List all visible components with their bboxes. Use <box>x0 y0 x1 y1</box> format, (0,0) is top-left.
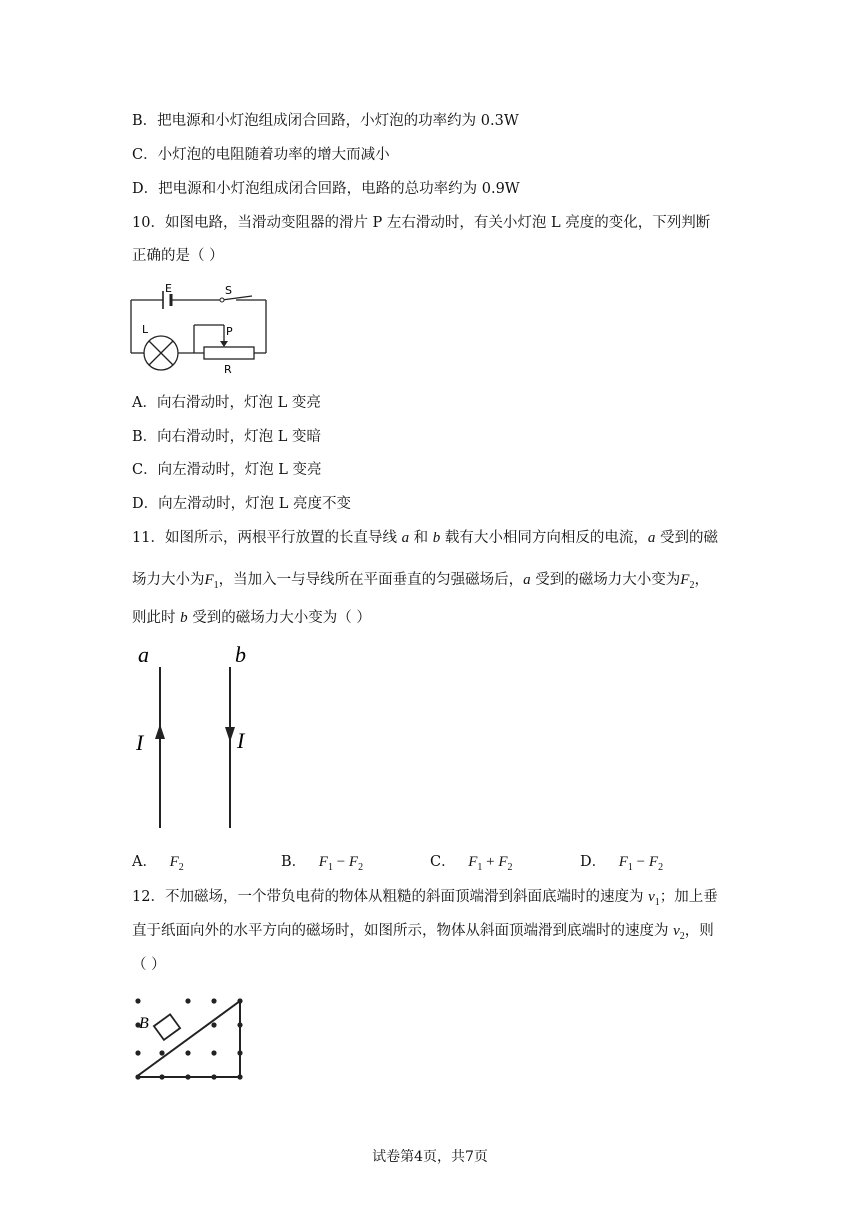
q9-option-d: D．把电源和小灯泡组成闭合回路，电路的总功率约为 0.9W <box>132 181 520 197</box>
q11-option-b: B． $F_1 - F_2$ <box>281 854 364 873</box>
q10-stem-line1: 10．如图电路，当滑动变阻器的滑片 P 左右滑动时，有关小灯泡 L 亮度的变化，下列判断 <box>132 215 711 231</box>
switch-label: S <box>225 284 232 297</box>
q11-parallel-wires-figure <box>130 642 270 832</box>
q11-stem-line2: 场力大小为$F_1$，当加入一与导线所在平面垂直的匀强磁场后，a 受到的磁场力大小变为$F_2$， <box>132 572 709 591</box>
wire-a-label: a <box>138 642 149 667</box>
current-b-label: I <box>237 728 245 753</box>
field-dot <box>211 998 216 1003</box>
field-dot <box>135 998 140 1003</box>
q11-option-a: A． $F_2$ <box>132 854 184 873</box>
q10-option-d: D．向左滑动时，灯泡 L 亮度不变 <box>132 496 351 512</box>
field-dot <box>159 1050 164 1055</box>
current-a-label: I <box>136 730 144 755</box>
q12-stem-line2: 直于纸面向外的水平方向的磁场时，如图所示，物体从斜面顶端滑到底端时的速度为 $v_2$，则 <box>132 923 714 942</box>
current-arrow-up <box>155 724 165 739</box>
q12-stem-line3: （ ） <box>132 957 166 973</box>
field-dot <box>185 998 190 1003</box>
field-dot <box>211 1050 216 1055</box>
lamp-label: L <box>142 323 149 336</box>
q12-stem-line1: 12．不加磁场，一个带负电荷的物体从粗糙的斜面顶端滑到斜面底端时的速度为 $v_1$；加上垂 <box>132 889 718 908</box>
q10-circuit-diagram <box>128 283 278 378</box>
q11-option-d: D． $F_1 - F_2$ <box>580 854 664 873</box>
rheostat-label: R <box>224 363 232 376</box>
q10-option-c: C．向左滑动时，灯泡 L 变亮 <box>132 462 322 478</box>
wire-b-label: b <box>235 642 246 667</box>
sliding-block <box>154 1014 180 1040</box>
q10-stem-line2: 正确的是（ ） <box>132 248 224 264</box>
field-label: B <box>139 1015 149 1032</box>
q9-option-b: B．把电源和小灯泡组成闭合回路，小灯泡的功率约为 0.3W <box>132 113 519 129</box>
q11-stem-line3: 则此时 b 受到的磁场力大小变为（ ） <box>132 610 371 626</box>
field-dot <box>211 1022 216 1027</box>
field-dot <box>185 1050 190 1055</box>
slider-label: P <box>226 325 233 338</box>
q9-option-c: C．小灯泡的电阻随着功率的增大而减小 <box>132 147 390 163</box>
q10-option-a: A．向右滑动时，灯泡 L 变亮 <box>132 395 321 411</box>
q10-option-b: B．向右滑动时，灯泡 L 变暗 <box>132 429 322 445</box>
field-dot <box>135 1050 140 1055</box>
current-arrow-down <box>225 727 235 742</box>
page-footer: 试卷第4页，共7页 <box>372 1149 488 1165</box>
q11-stem-line1: 11．如图所示，两根平行放置的长直导线 a 和 b 载有大小相同方向相反的电流，a 受到的磁 <box>132 530 718 546</box>
q12-incline-magnetic-field-figure <box>130 993 250 1085</box>
q11-option-c: C． $F_1 + F_2$ <box>430 854 513 873</box>
battery-label: E <box>165 282 172 295</box>
